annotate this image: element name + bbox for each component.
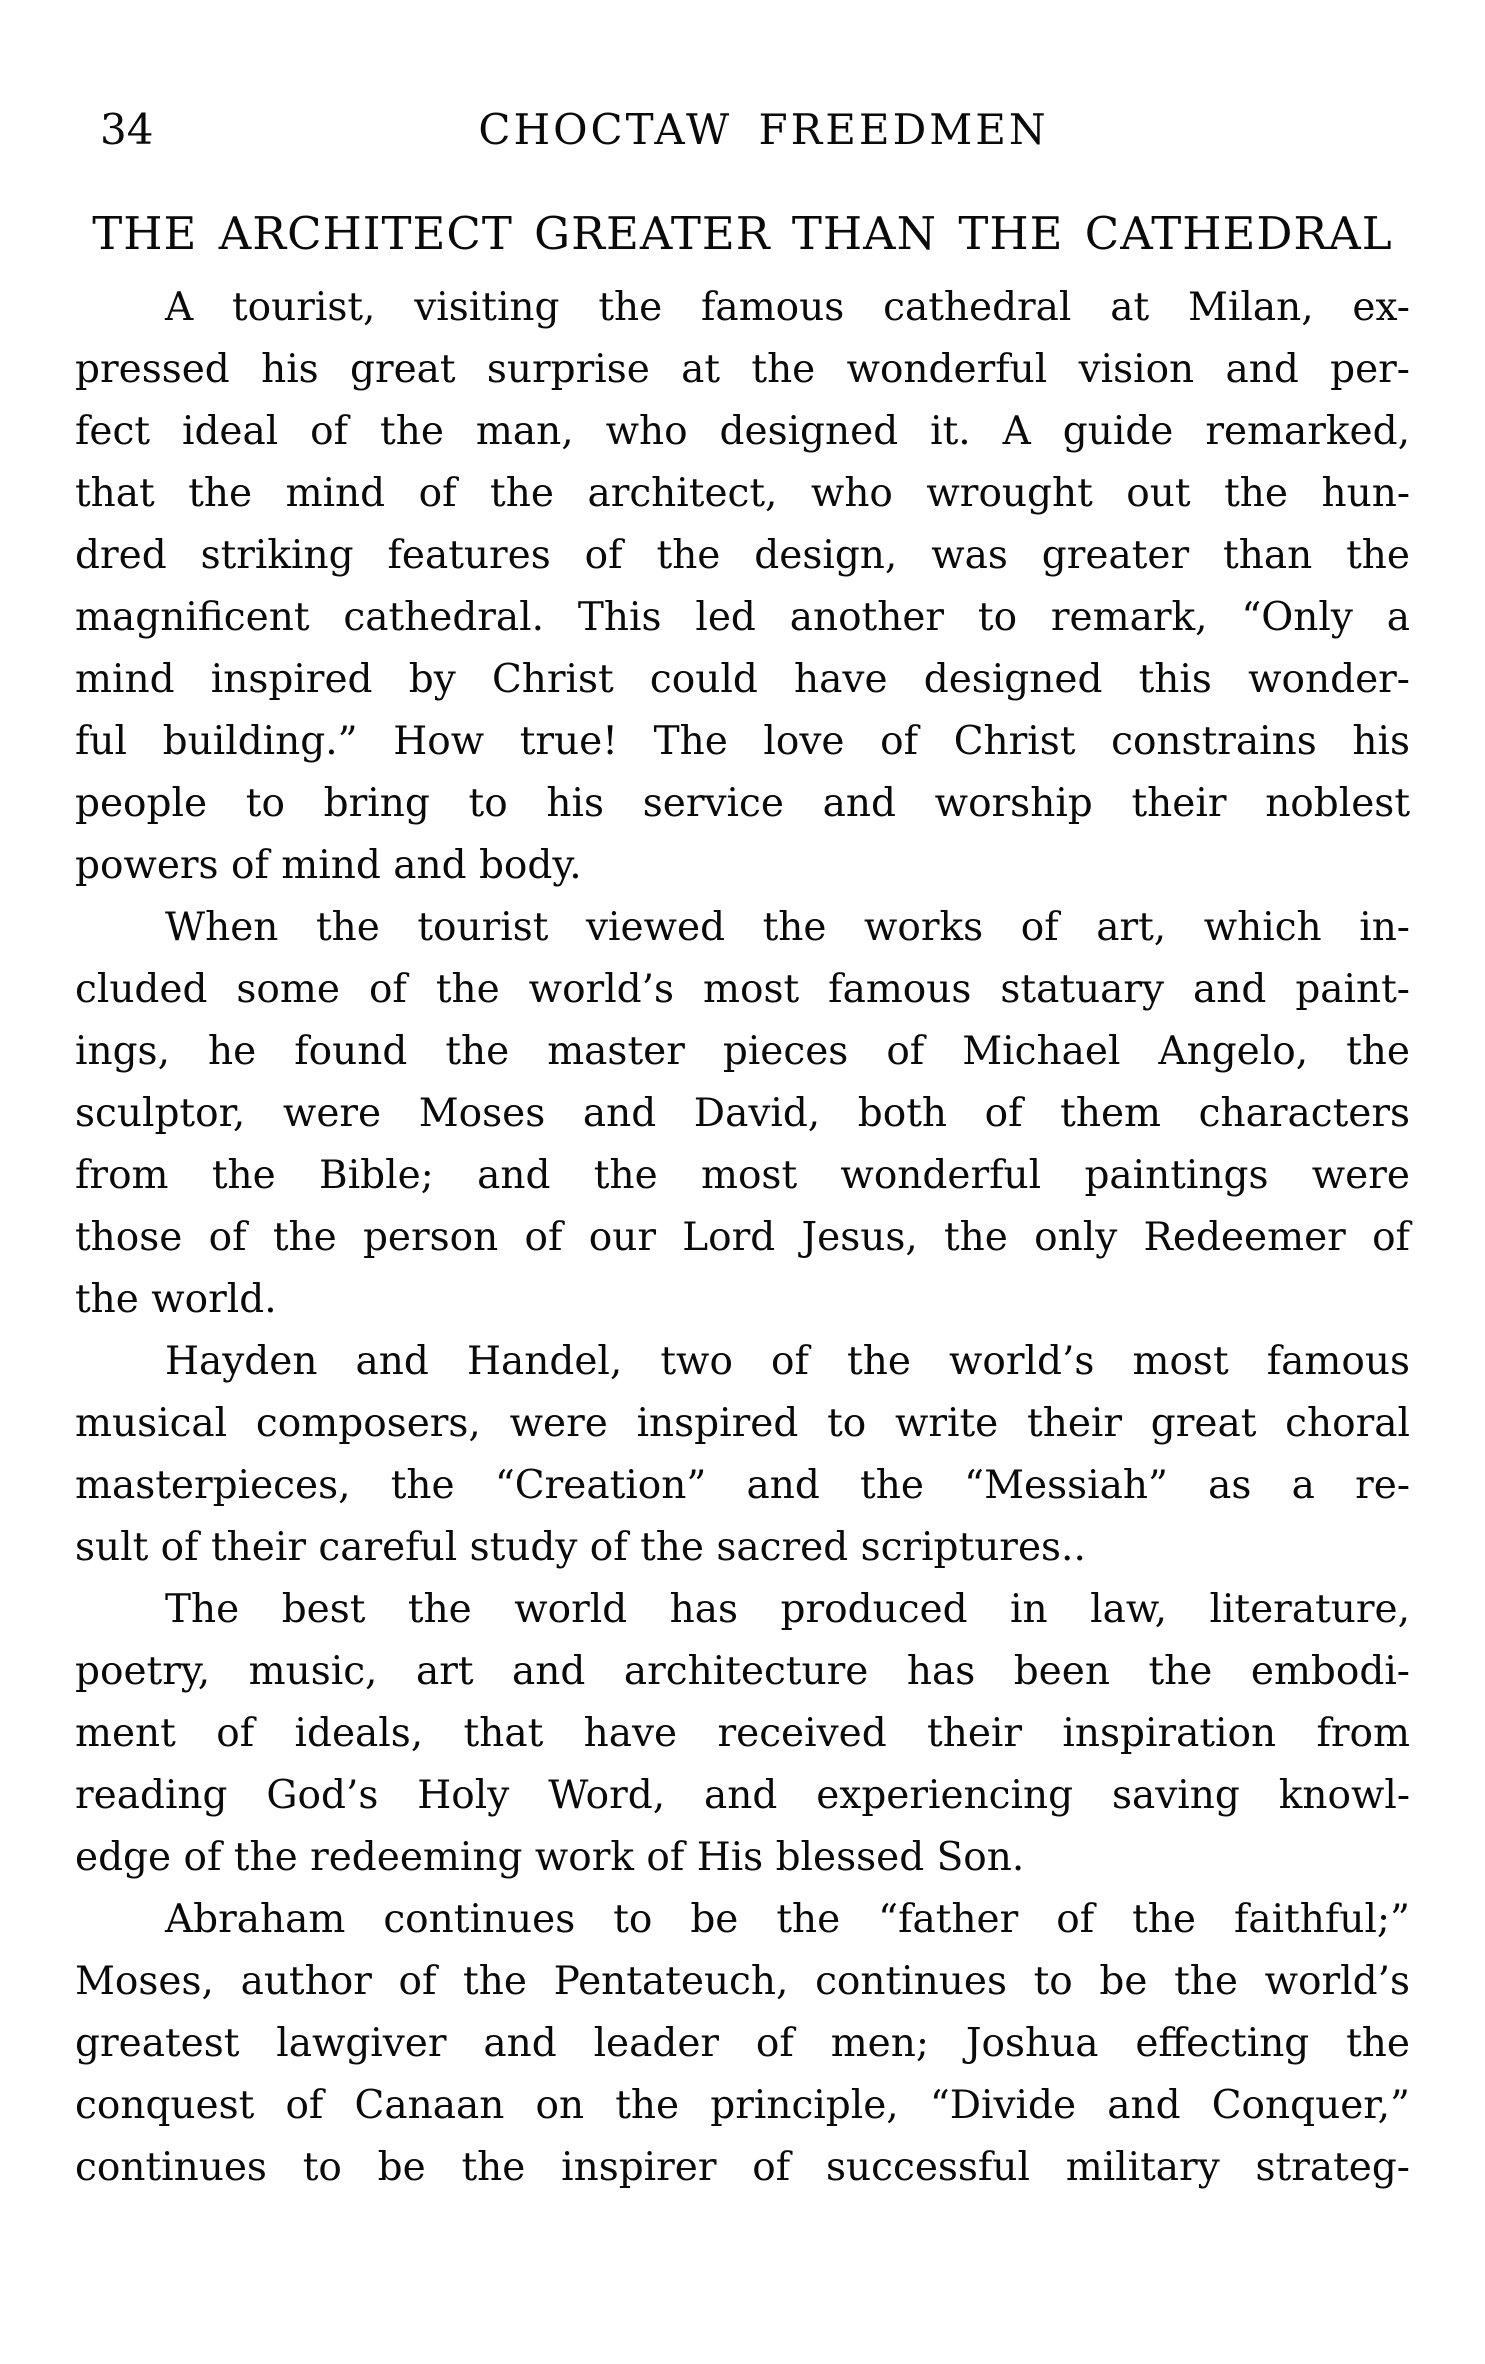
page-number: 34 [100,105,154,154]
text-line: Abraham continues to be the “father of the faithful;” [165,1897,1410,1942]
text-line: Moses, author of the Pentateuch, continues to be the world’s [75,1959,1410,2004]
text-line: When the tourist viewed the works of art, which in- [165,905,1410,950]
article-body [75,277,1410,2199]
text-line: people to bring to his service and worship their noblest [75,781,1410,826]
text-line: ings, he found the master pieces of Michael Angelo, the [75,1029,1410,1074]
text-line: pressed his great surprise at the wonderful vision and per- [75,347,1410,392]
article-heading: THE ARCHITECT GREATER THAN THE CATHEDRAL [92,207,1393,260]
text-line: greatest lawgiver and leader of men; Joshua effecting the [75,2021,1410,2066]
text-line: ful building.” How true! The love of Christ constrains his [75,719,1410,764]
text-line: edge of the redeeming work of His blessed Son. [75,1835,1025,1880]
text-line: The best the world has produced in law, literature, [165,1587,1410,1632]
text-line: from the Bible; and the most wonderful paintings were [75,1153,1410,1198]
text-line: powers of mind and body. [75,843,582,888]
paragraph-4 [75,1579,1410,1889]
text-line: cluded some of the world’s most famous statuary and paint- [75,967,1410,1012]
text-line: sculptor, were Moses and David, both of them characters [75,1091,1410,1136]
text-line: reading God’s Holy Word, and experiencing saving knowl- [75,1773,1410,1818]
text-line: ment of ideals, that have received their inspiration from [75,1711,1410,1756]
paragraph-3 [75,1331,1410,1579]
text-line: fect ideal of the man, who designed it. A guide remarked, [75,409,1410,454]
text-line: continues to be the inspirer of successful military strateg- [75,2145,1410,2190]
text-line: poetry, music, art and architecture has been the embodi- [75,1649,1410,1694]
text-line: conquest of Canaan on the principle, “Divide and Conquer,” [75,2083,1410,2128]
text-line: magnificent cathedral. This led another to remark, “Only a [75,595,1410,640]
text-line: sult of their careful study of the sacred scriptures.. [75,1525,1086,1570]
text-line: mind inspired by Christ could have designed this wonder- [75,657,1410,702]
text-line: masterpieces, the “Creation” and the “Messiah” as a re- [75,1463,1410,1508]
paragraph-5 [75,1889,1410,2199]
text-line: Hayden and Handel, two of the world’s most famous [165,1339,1410,1384]
paragraph-1 [75,277,1410,897]
text-line: those of the person of our Lord Jesus, the only Redeemer of [75,1215,1410,1260]
text-line: dred striking features of the design, was greater than the [75,533,1410,578]
running-title: CHOCTAW FREEDMEN [478,105,1049,154]
text-line: the world. [75,1277,277,1322]
text-line: that the mind of the architect, who wrought out the hun- [75,471,1410,516]
text-line: A tourist, visiting the famous cathedral at Milan, ex- [165,285,1410,330]
paragraph-2 [75,897,1410,1331]
text-line: musical composers, were inspired to write their great choral [75,1401,1410,1446]
page-header [0,107,1485,157]
